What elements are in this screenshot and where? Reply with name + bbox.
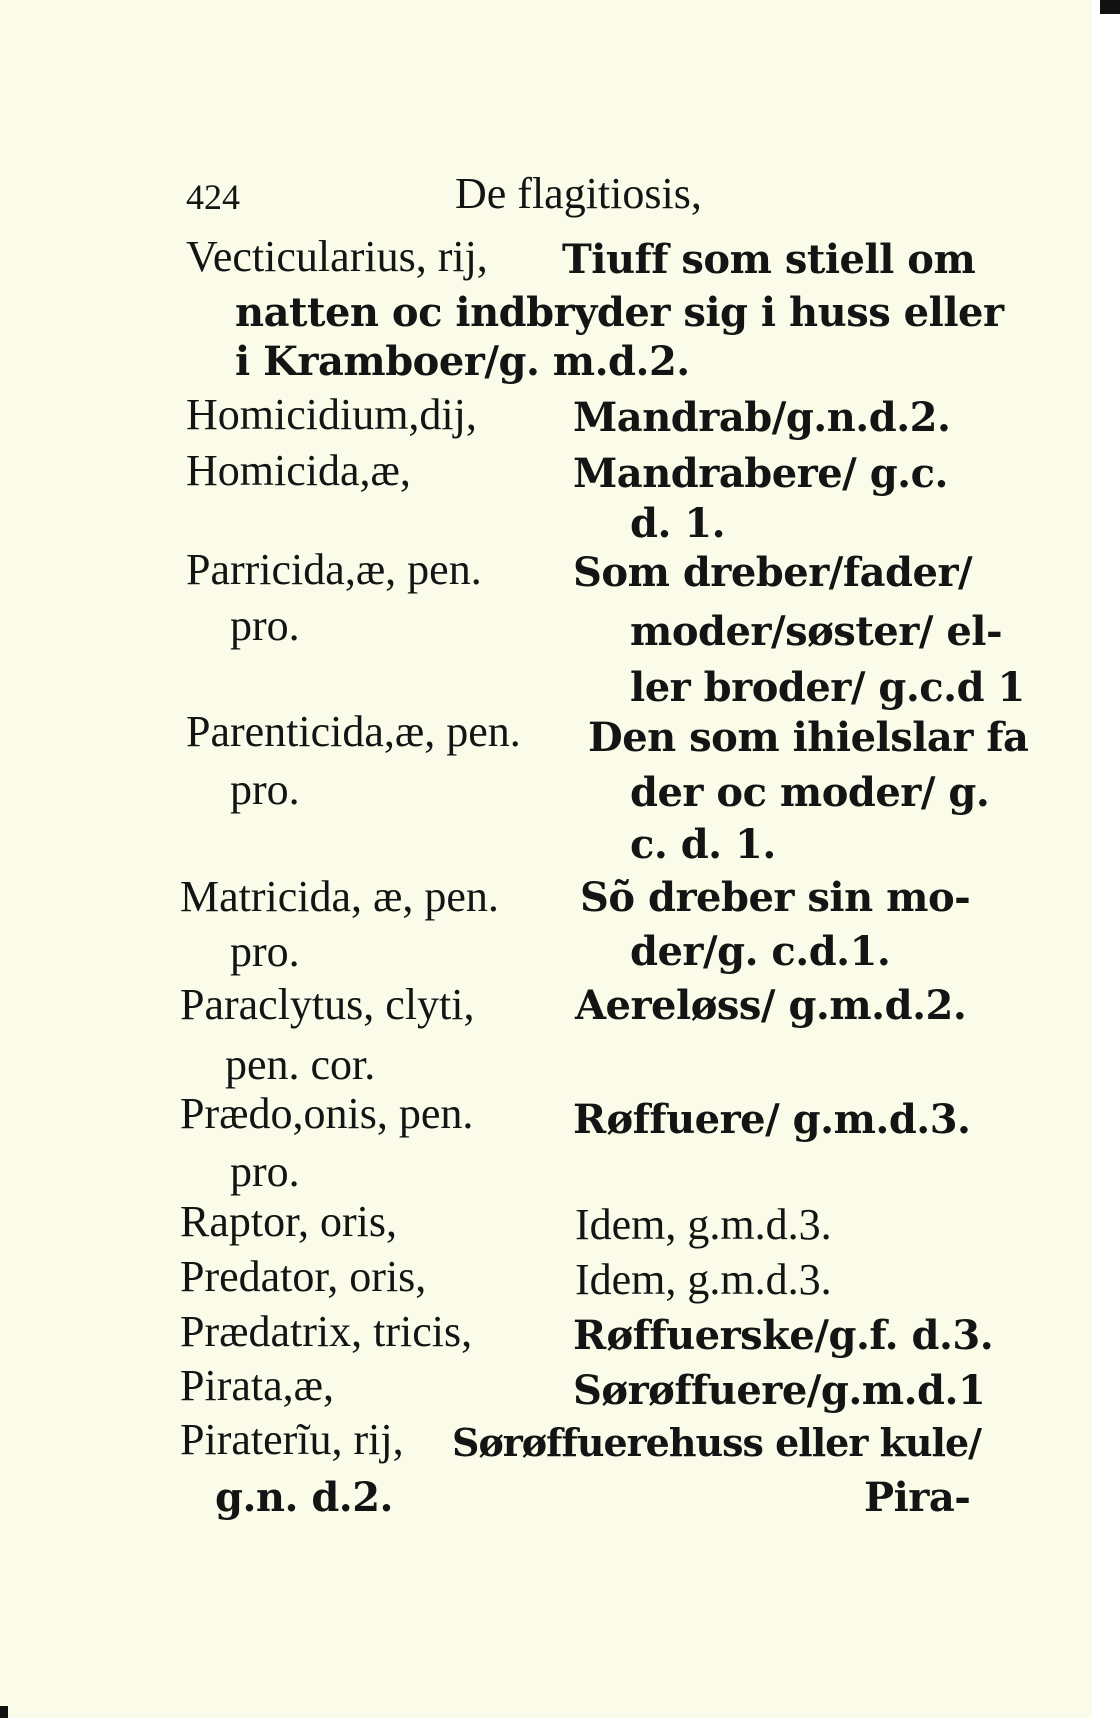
danish-gloss: Røffuerske/g.f. d.3. bbox=[573, 1312, 994, 1359]
latin-headword: Parricida,æ, pen. bbox=[186, 545, 482, 594]
danish-gloss: Sõ dreber sin mo- bbox=[580, 874, 971, 921]
latin-continuation: pro. bbox=[230, 765, 300, 814]
danish-gloss-continuation: der oc moder/ g. bbox=[630, 769, 990, 816]
latin-headword: Paraclytus, clyti, bbox=[180, 980, 475, 1029]
latin-continuation: pro. bbox=[230, 927, 300, 976]
danish-gloss: Idem, g.m.d.3. bbox=[575, 1200, 832, 1249]
latin-headword: Prædo,onis, pen. bbox=[180, 1089, 474, 1138]
latin-headword: Matricida, æ, pen. bbox=[180, 872, 499, 921]
danish-gloss-continuation: c. d. 1. bbox=[630, 821, 776, 868]
latin-headword: Homicidium,dij, bbox=[186, 390, 477, 439]
danish-gloss-continuation: moder/søster/ el- bbox=[630, 608, 1003, 655]
danish-gloss: Som dreber/fader/ bbox=[573, 549, 973, 596]
latin-continuation: pro. bbox=[230, 601, 300, 650]
danish-gloss: Mandrab/g.n.d.2. bbox=[573, 394, 951, 441]
latin-headword: Predator, oris, bbox=[180, 1252, 427, 1301]
danish-gloss-continuation: ler broder/ g.c.d 1 bbox=[630, 664, 1025, 711]
latin-continuation: pro. bbox=[230, 1147, 300, 1196]
danish-gloss: Idem, g.m.d.3. bbox=[575, 1255, 832, 1304]
danish-gloss: Tiuff som stiell om bbox=[562, 236, 976, 283]
danish-gloss-continuation: g.n. d.2. bbox=[215, 1474, 393, 1521]
latin-headword: Parenticida,æ, pen. bbox=[186, 707, 521, 756]
catchword: Pira- bbox=[864, 1474, 971, 1521]
latin-headword: Piraterĩu, rij, bbox=[180, 1415, 404, 1464]
danish-gloss-continuation: natten oc indbryder sig i huss eller bbox=[235, 289, 1004, 336]
danish-gloss-continuation: der/g. c.d.1. bbox=[630, 928, 891, 975]
danish-gloss-continuation: i Kramboer/g. m.d.2. bbox=[235, 338, 690, 385]
scan-corner-mark bbox=[0, 1706, 8, 1718]
danish-gloss: Mandrabere/ g.c. bbox=[573, 450, 948, 497]
latin-headword: Prædatrix, tricis, bbox=[180, 1307, 473, 1356]
scan-margin bbox=[1092, 0, 1120, 1718]
danish-gloss-continuation: d. 1. bbox=[630, 500, 726, 547]
page-number: 424 bbox=[186, 177, 240, 217]
danish-gloss: Sørøffuere/g.m.d.1 bbox=[573, 1367, 986, 1414]
danish-gloss: Sørøffuerehuss eller kule/ bbox=[452, 1420, 982, 1465]
danish-gloss: Den som ihielslar fa bbox=[588, 714, 1029, 761]
latin-continuation: pen. cor. bbox=[225, 1040, 376, 1089]
latin-headword: Vecticularius, rij, bbox=[186, 232, 488, 281]
latin-headword: Homicida,æ, bbox=[186, 446, 411, 495]
danish-gloss: Aereløss/ g.m.d.2. bbox=[575, 982, 967, 1029]
scan-corner-mark bbox=[1100, 0, 1120, 14]
running-title: De flagitiosis, bbox=[455, 169, 702, 218]
latin-headword: Raptor, oris, bbox=[180, 1197, 397, 1246]
latin-headword: Pirata,æ, bbox=[180, 1361, 334, 1410]
danish-gloss: Røffuere/ g.m.d.3. bbox=[573, 1096, 971, 1143]
